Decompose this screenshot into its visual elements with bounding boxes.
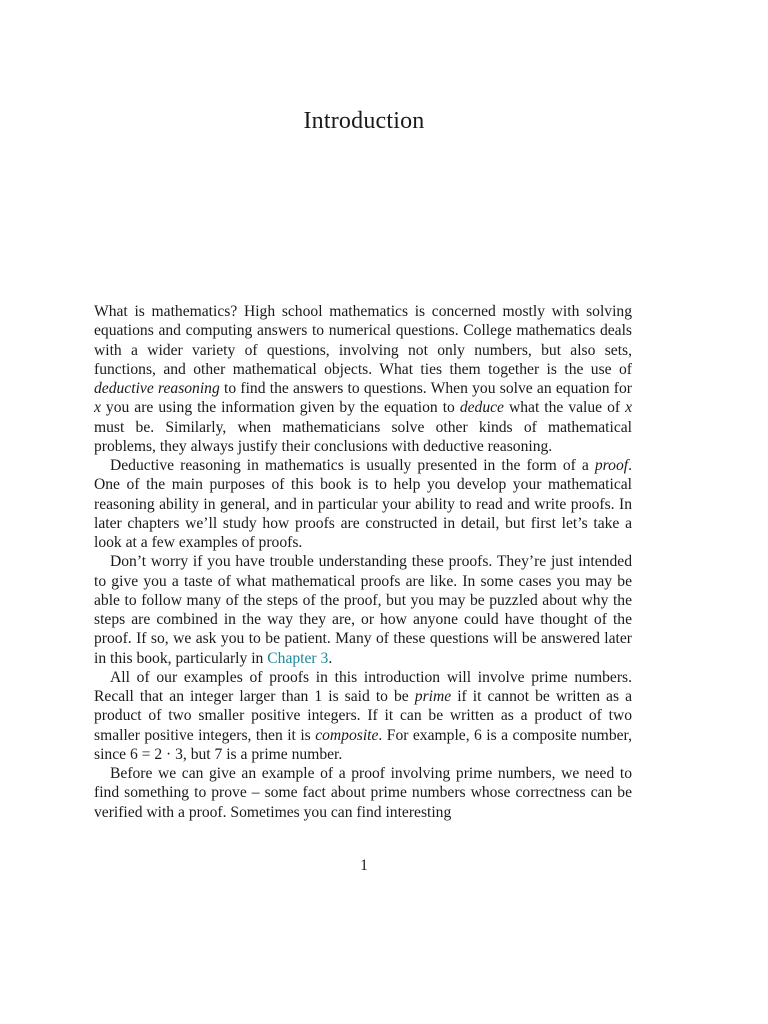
term-deduce: deduce bbox=[459, 399, 504, 417]
variable-x: x bbox=[625, 399, 632, 417]
page-title: Introduction bbox=[303, 108, 425, 134]
text-span: must be. Similarly, when mathematicians solve other kinds of mathematical problems, they always justify their conclusions with deductive reasoning. bbox=[94, 418, 632, 455]
text-span: what the value of bbox=[503, 399, 626, 417]
text-span: Deductive reasoning in mathematics is usually presented in the form of a bbox=[110, 457, 595, 474]
text-span: Don’t worry if you have trouble understanding these proofs. They’re just intended to give you a taste of what mathematical proofs are like. In some cases you may be able to follow many of the steps of the proof, but you may be puzzled about why the steps are combined in the way they are, or how anyone could have thought of the proof. If so, we ask you to be patient. Many of these questions will be answered later in this book, particularly in bbox=[94, 553, 632, 667]
text-span: What is mathematics? High school mathematics is concerned mostly with solving equations and computing answers to numerical questions. College mathematics deals with a wider variety of questions, involving not only numbers, but also sets, functions, and other mathematical objects. What ties them together is the use of bbox=[94, 303, 632, 378]
term-composite: composite bbox=[315, 726, 379, 744]
term-proof: proof bbox=[594, 457, 629, 474]
term-deductive-reasoning: deductive reasoning bbox=[94, 380, 220, 397]
variable-x: x bbox=[94, 399, 101, 417]
text-span: you are using the information given by the equation to bbox=[100, 399, 460, 417]
text-span: All of our examples of proofs in this introduction will involve prime numbers. Recall that an integer larger than 1 is said to be bbox=[94, 668, 632, 705]
page-number: 1 bbox=[360, 857, 368, 874]
text-span: . bbox=[328, 649, 333, 667]
text-span: . For example, 6 is a composite number, since 6 = 2 · 3, but 7 is a prime number. bbox=[94, 726, 632, 763]
paragraph-3 bbox=[94, 552, 632, 668]
text-span: Before we can give an example of a proof involving prime numbers, we need to find something to prove – some fact about prime numbers whose correctness can be verified with a proof. Sometimes you can find interesting bbox=[94, 765, 632, 821]
text-span: if it cannot be written as a product of two smaller positive integers. If it can be written as a product of two smaller positive integers, then it is bbox=[94, 688, 632, 744]
text-span: to find the answers to questions. When you solve an equation for bbox=[219, 380, 632, 397]
text-span: . One of the main purposes of this book is to help you develop your mathematical reasoning ability in general, and in particular your ability to read and write proofs. In later chapters we’ll study how proofs are constructed in detail, but first let’s take a look at a few examples of proofs. bbox=[94, 457, 632, 551]
paragraph-2 bbox=[94, 456, 632, 552]
term-prime: prime bbox=[414, 688, 452, 705]
paragraph-5 bbox=[94, 764, 632, 822]
chapter-3-link[interactable]: Chapter 3 bbox=[267, 649, 329, 667]
paragraph-1 bbox=[94, 302, 632, 456]
paragraph-4 bbox=[94, 668, 632, 764]
body-text bbox=[94, 302, 632, 822]
